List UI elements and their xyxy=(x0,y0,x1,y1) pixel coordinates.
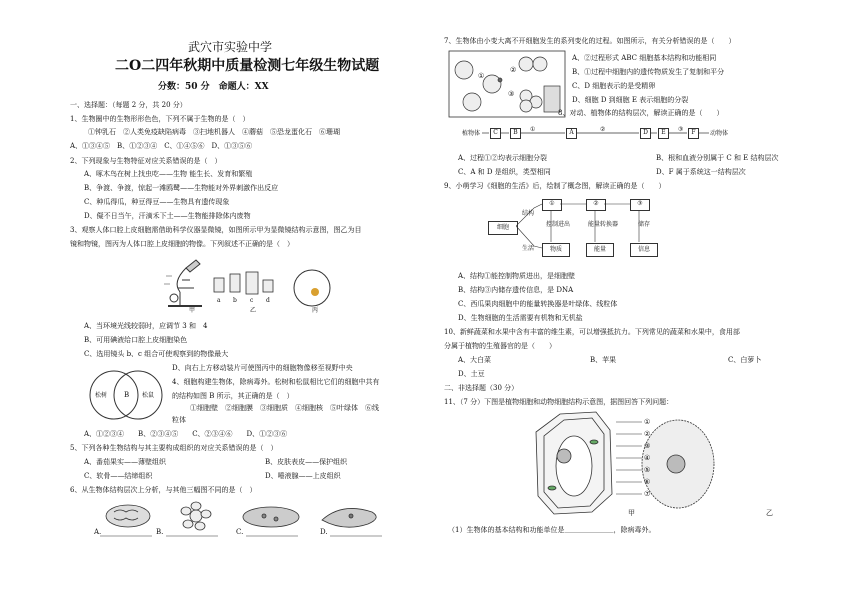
q9-connectors xyxy=(516,200,666,260)
q2-stem: 2、下列现象与生物特征对应关系错误的是（ ） xyxy=(70,157,222,165)
q6-label-b: B. xyxy=(156,528,164,536)
venn-right-label: 松鼠 xyxy=(142,392,155,399)
q9-option-b: B、结构③内储存遗传信息，是 DNA xyxy=(458,286,574,294)
q5-option-c: C、软骨——结缔组织 xyxy=(84,472,153,480)
q4-options: A、①②③④ B、②③④⑤ C、②③④⑥ D、①②③⑥ xyxy=(84,430,288,438)
q2-option-d: D、儗不日当午，汗滴禾下土——生物能排除体内废物 xyxy=(84,212,251,220)
fig3-label-yi: 乙 xyxy=(250,307,257,314)
fig3-label-d: d xyxy=(266,297,270,304)
svg-text:③: ③ xyxy=(508,90,515,98)
q11-stem: 11、（7 分）下图是植物细胞和动物细胞结构示意图，据图回答下列问题： xyxy=(444,398,674,406)
q10-option-c: C、白萝卜 xyxy=(728,356,762,364)
q7-stem: 7、生物体由小变大离不开细胞发生的系列变化的过程。如图所示，有关分析错误的是（ ） xyxy=(444,37,736,45)
q9-box-3: ③ xyxy=(630,199,650,211)
q7-option-d: D、细胞 D 到细胞 E 表示细胞的分裂 xyxy=(572,96,689,104)
q7-option-b: B、①过程中细胞内的遗传物质发生了复制和平分 xyxy=(572,68,725,76)
q6-label-c: C. xyxy=(236,528,244,536)
q4-items-line1: ①细胞壁 ②细胞膜 ③细胞质 ④细胞核 ⑤叶绿体 ⑥线 xyxy=(190,404,379,412)
q8-chain-animal: 动物体 xyxy=(710,130,729,137)
q8-step-1: ① xyxy=(530,126,536,133)
q4-stem-line2: 的结构如图 B 所示，其正确的是（ ） xyxy=(172,392,294,400)
q10-option-b: B、苹果 xyxy=(590,356,617,364)
venn-left-label: 松树 xyxy=(95,392,108,399)
q9-box-2: ② xyxy=(586,199,606,211)
q9-option-a: A、结构①能控制物质进出，是细胞壁 xyxy=(458,272,576,280)
q6-label-a: A. xyxy=(94,528,102,536)
q2-option-c: C、种瓜得瓜，种豆得豆——生物具有遗传现象 xyxy=(84,198,230,206)
q6-label-d: D. xyxy=(320,528,328,536)
svg-text:③: ③ xyxy=(644,442,651,450)
q11-label-jia: 甲 xyxy=(628,509,635,517)
q8-step-2: ② xyxy=(600,126,606,133)
q9-node-cell: 细胞 xyxy=(488,221,518,235)
q8-box-c: C xyxy=(490,128,501,139)
q3-option-d: D、向右上方移动装片可使图丙中的细胞物像移至视野中央 xyxy=(172,364,353,372)
score-info: 分数：50 分 命题人：XX xyxy=(158,82,269,92)
q9-label-control: 控制进出 xyxy=(546,221,571,228)
fig3-label-b: b xyxy=(233,297,237,304)
q9-node-energy: 能量 xyxy=(586,243,614,257)
q11-subquestion-1: （1）生物体的基本结构和功能单位是＿＿＿＿＿＿＿，除病毒外。 xyxy=(448,526,656,534)
q5-option-d: D、唾液腺——上皮组织 xyxy=(265,472,341,480)
svg-text:⑥: ⑥ xyxy=(644,478,651,486)
fig3-label-a: a xyxy=(217,297,221,304)
svg-text:②: ② xyxy=(644,430,651,438)
q1-options: A、①③④⑤ B、①②③④ C、①④⑤⑥ D、①③⑤⑥ xyxy=(70,142,253,150)
q9-stem: 9、小萌学习《细胞的生活》后，绘制了概念图，解读正确的是（ ） xyxy=(444,182,666,190)
q9-node-info: 信息 xyxy=(630,243,658,257)
q9-node-matter: 物质 xyxy=(542,243,570,257)
q6-underlines xyxy=(100,535,430,538)
q3-option-b: B、可用碘液给口腔上皮细胞染色 xyxy=(84,336,188,344)
q9-label-structure: 结构 xyxy=(522,210,535,217)
q8-box-e: E xyxy=(658,128,669,139)
q11-label-yi: 乙 xyxy=(766,509,773,517)
q2-option-b: B、争渡、争渡，惊起一滩鸥鹭——生物能对外界刺激作出反应 xyxy=(84,184,279,192)
svg-text:①: ① xyxy=(644,418,651,426)
cell-structure-figure xyxy=(530,410,720,516)
q10-stem-line1: 10、新鲜蔬菜和水果中含有丰富的维生素，可以增强抵抗力。下列常见的蔬菜和水果中，食用部 xyxy=(444,328,740,336)
q9-option-d: D、生物细胞的生活需要有机物和无机盐 xyxy=(458,314,583,322)
svg-text:④: ④ xyxy=(644,454,651,462)
q8-option-b: B、根和血液分别属于 C 和 E 结构层次 xyxy=(656,154,779,162)
q4-items-line2: 粒体 xyxy=(172,416,186,424)
q5-option-b: B、皮肤表皮——保护组织 xyxy=(265,458,348,466)
section1-title: 一、选择题：（每题 2 分，共 20 分） xyxy=(70,101,187,109)
q1-stem: 1、生物圈中的生物形形色色，下列不属于生物的是（ ） xyxy=(70,115,250,123)
fig3-label-bing: 丙 xyxy=(312,307,319,314)
q8-option-d: D、F 属于系统这一结构层次 xyxy=(656,168,746,176)
q9-label-energy: 能量转换器 xyxy=(588,221,619,228)
q8-chain-plant: 植物体 xyxy=(462,130,481,137)
cell-division-figure xyxy=(448,50,566,118)
q10-stem-line2: 分属于植物的生殖器官的是（ ） xyxy=(444,342,556,350)
q10-option-d: D、土豆 xyxy=(458,370,485,378)
q3-option-c: C、选用镜头 b、c 组合可使观察到的物像最大 xyxy=(84,350,229,358)
q5-stem: 5、下列各种生物结构与其主要构成组织的对应关系错误的是（ ） xyxy=(70,444,278,452)
q9-label-store: 储存 xyxy=(638,221,651,228)
svg-text:⑤: ⑤ xyxy=(644,466,651,474)
q6-stem: 6、从生物体结构层次上分析，与其他三幅图不同的是（ ） xyxy=(70,486,257,494)
school-name: 武穴市实验中学 xyxy=(188,40,273,54)
q9-option-c: C、西瓜果肉细胞中的能量转换器是叶绿体、线粒体 xyxy=(458,300,618,308)
q7-option-c: C、D 细胞表示的是受精卵 xyxy=(572,82,656,90)
venn-center-label: B xyxy=(124,391,130,399)
q9-box-1: ① xyxy=(542,199,562,211)
q7-option-a: A、②过程形式 ABC 细胞基本结构和功能相同 xyxy=(572,54,717,62)
q6-figures xyxy=(96,500,436,532)
q10-option-a: A、大白菜 xyxy=(458,356,492,364)
q3-stem-line2: 镜和物镜，图丙为人体口腔上皮细胞的物像。下列叙述不正确的是（ ） xyxy=(70,240,294,248)
svg-text:⑦: ⑦ xyxy=(644,490,651,498)
q4-stem-line1: 4、细胞构建生物体，除病毒外。松树和松鼠相比它们的细胞中共有 xyxy=(172,378,380,386)
q8-box-a: A xyxy=(566,128,577,139)
q8-step-3: ③ xyxy=(678,126,684,133)
q8-box-f: F xyxy=(688,128,699,139)
fig3-label-c: c xyxy=(250,297,254,304)
fig3-label-jia: 甲 xyxy=(189,307,196,314)
q1-items: ①钟乳石 ②人类免疫缺陷病毒 ③扫地机器人 ④蘑菇 ⑤恐龙蛋化石 ⑥珊瑚 xyxy=(88,128,340,136)
svg-text:②: ② xyxy=(510,66,517,74)
q8-arrows xyxy=(480,128,720,140)
q3-option-a: A、当环境光线较弱时，应调节 3 和 4 xyxy=(84,322,208,330)
q8-option-c: C、A 和 D 是组织，类型相同 xyxy=(458,168,551,176)
q8-option-a: A、过程①②均表示细胞分裂 xyxy=(458,154,548,162)
q3-stem-line1: 3、观察人体口腔上皮细胞需借助科学仪器显微镜，如图所示甲为显微镜结构示意图，图乙为目 xyxy=(70,226,362,234)
exam-title: 二O二四年秋期中质量检测七年级生物试题 xyxy=(115,58,380,74)
svg-text:①: ① xyxy=(478,72,485,80)
q2-option-a: A、啄木鸟在树上找虫吃——生物 能生长、发育和繁殖 xyxy=(84,170,253,178)
q8-box-d: D xyxy=(640,128,651,139)
q8-box-b: B xyxy=(510,128,521,139)
section2-title: 二、非选择题（30 分） xyxy=(444,384,519,392)
q5-option-a: A、番茄果实——薄壁组织 xyxy=(84,458,167,466)
q8-stem: 8、对动、植物体的结构层次，解读正确的是（ ） xyxy=(558,109,724,117)
q9-label-life: 生活 xyxy=(522,245,535,252)
